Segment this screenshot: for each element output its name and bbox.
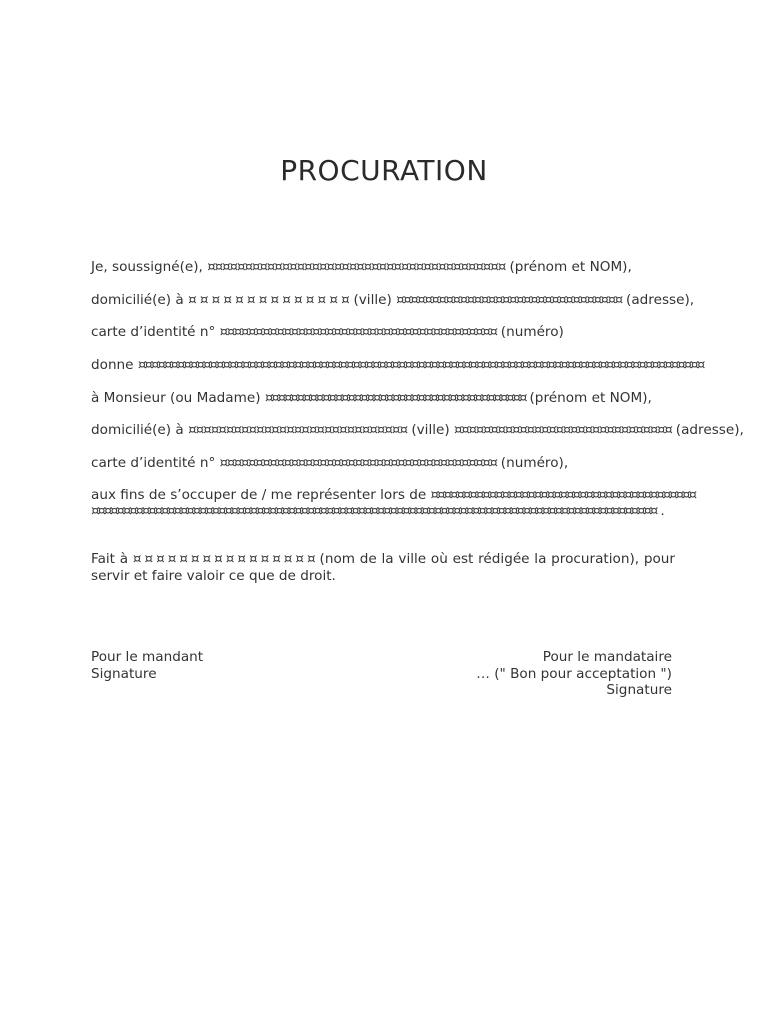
fill-placeholder: ¤¤¤¤¤¤¤¤¤¤¤¤¤¤¤¤¤¤¤¤¤¤¤¤¤¤¤¤¤¤¤¤¤¤¤¤¤¤¤¤¤¤¤¤¤¤¤¤¤¤¤¤¤¤¤¤¤¤¤¤¤¤¤¤¤¤¤¤¤¤¤¤¤¤¤¤¤¤¤¤¤¤¤¤¤¤¤¤¤ (91, 503, 657, 519)
line-text: (numéro), (496, 455, 569, 471)
line-text: (numéro) (496, 324, 564, 340)
line-carte-mandant (91, 324, 564, 340)
fill-placeholder: ¤¤¤¤¤¤¤¤¤¤¤¤¤¤¤¤¤¤¤¤¤¤¤¤¤¤¤¤¤¤¤¤¤¤¤¤¤¤¤¤¤ (430, 487, 695, 503)
fill-placeholder: ¤¤¤¤¤¤¤¤¤¤¤¤¤¤¤¤¤¤¤¤¤¤¤¤¤¤¤¤¤¤¤¤ (396, 292, 622, 308)
fill-placeholder: ¤¤¤¤¤¤¤¤¤¤¤¤¤¤¤¤¤¤¤¤¤¤¤¤¤¤¤¤¤¤¤¤¤¤¤¤¤¤¤¤ (207, 259, 506, 275)
line-aux-fins-cont (91, 503, 665, 519)
signature-block-mandataire (476, 649, 672, 699)
line-domicile-mandant (91, 292, 694, 308)
line-text: (prénom et NOM), (525, 390, 652, 406)
mandant-signature-label: Signature (91, 665, 157, 682)
line-domicile-mandataire (91, 422, 744, 438)
fill-placeholder: ¤¤¤¤¤¤¤¤¤¤¤¤¤¤¤¤¤¤¤¤¤¤¤¤¤¤¤¤¤¤¤¤¤¤¤¤¤¤¤¤¤¤¤¤¤¤¤¤¤¤¤¤¤¤¤¤¤¤¤¤¤¤¤¤¤¤¤¤¤¤¤¤¤¤¤¤¤¤¤¤¤¤¤¤¤¤¤ (137, 357, 704, 373)
paragraph-fait-a (91, 551, 675, 585)
line-text: . (656, 503, 665, 519)
fill-placeholder: ¤ ¤ ¤ ¤ ¤ ¤ ¤ ¤ ¤ ¤ ¤ ¤ ¤ ¤ (188, 292, 350, 308)
fill-placeholder: ¤¤¤¤¤¤¤¤¤¤¤¤¤¤¤¤¤¤¤¤¤¤¤¤¤¤¤¤¤ (188, 422, 407, 438)
fill-placeholder: ¤¤¤¤¤¤¤¤¤¤¤¤¤¤¤¤¤¤¤¤¤¤¤¤¤¤¤¤¤¤ (454, 422, 672, 438)
fill-placeholder: ¤¤¤¤¤¤¤¤¤¤¤¤¤¤¤¤¤¤¤¤¤¤¤¤¤¤¤¤¤¤¤¤¤¤¤¤¤¤¤ (219, 324, 497, 340)
line-soussigne (91, 259, 632, 275)
line-text: domicilié(e) à (91, 292, 189, 308)
line-text: aux fins de s’occuper de / me représenter lors de (91, 487, 431, 503)
mandant-label: Pour le mandant (91, 649, 204, 665)
signature-block-mandant (91, 649, 203, 682)
line-text: Je, soussigné(e), (91, 259, 208, 275)
line-text: (adresse), (621, 292, 695, 308)
line-text: à Monsieur (ou Madame) (91, 390, 265, 406)
line-text: (prénom et NOM), (505, 259, 632, 275)
mandataire-signature-label: Signature (606, 682, 672, 698)
line-aux-fins (91, 487, 695, 503)
line-text: donne (91, 357, 138, 373)
mandataire-mention: … (" Bon pour acceptation ") (476, 665, 672, 682)
line-text: Fait à (91, 551, 133, 567)
line-donne (91, 357, 703, 373)
line-text: carte d’identité n° (91, 324, 220, 340)
line-text: (ville) (407, 422, 454, 438)
line-text: (ville) (349, 292, 397, 308)
mandataire-label: Pour le mandataire (542, 649, 672, 665)
line-text: carte d’identité n° (91, 455, 220, 471)
line-text: (adresse), (671, 422, 744, 438)
line-carte-mandataire (91, 455, 568, 471)
fill-placeholder: ¤¤¤¤¤¤¤¤¤¤¤¤¤¤¤¤¤¤¤¤¤¤¤¤¤¤¤¤¤¤¤¤¤¤¤¤¤¤¤¤¤ (264, 390, 526, 406)
line-text: domicilié(e) à (91, 422, 189, 438)
fill-placeholder: ¤ ¤ ¤ ¤ ¤ ¤ ¤ ¤ ¤ ¤ ¤ ¤ ¤ ¤ ¤ ¤ (132, 551, 315, 567)
line-monsieur (91, 390, 652, 406)
document-title: PROCURATION (280, 154, 488, 187)
line-text: (nom de la ville où est rédigée la procuration), pour servir et faire valoir ce que de droit. (91, 551, 675, 584)
fill-placeholder: ¤¤¤¤¤¤¤¤¤¤¤¤¤¤¤¤¤¤¤¤¤¤¤¤¤¤¤¤¤¤¤¤¤¤¤¤¤¤¤ (219, 455, 497, 471)
